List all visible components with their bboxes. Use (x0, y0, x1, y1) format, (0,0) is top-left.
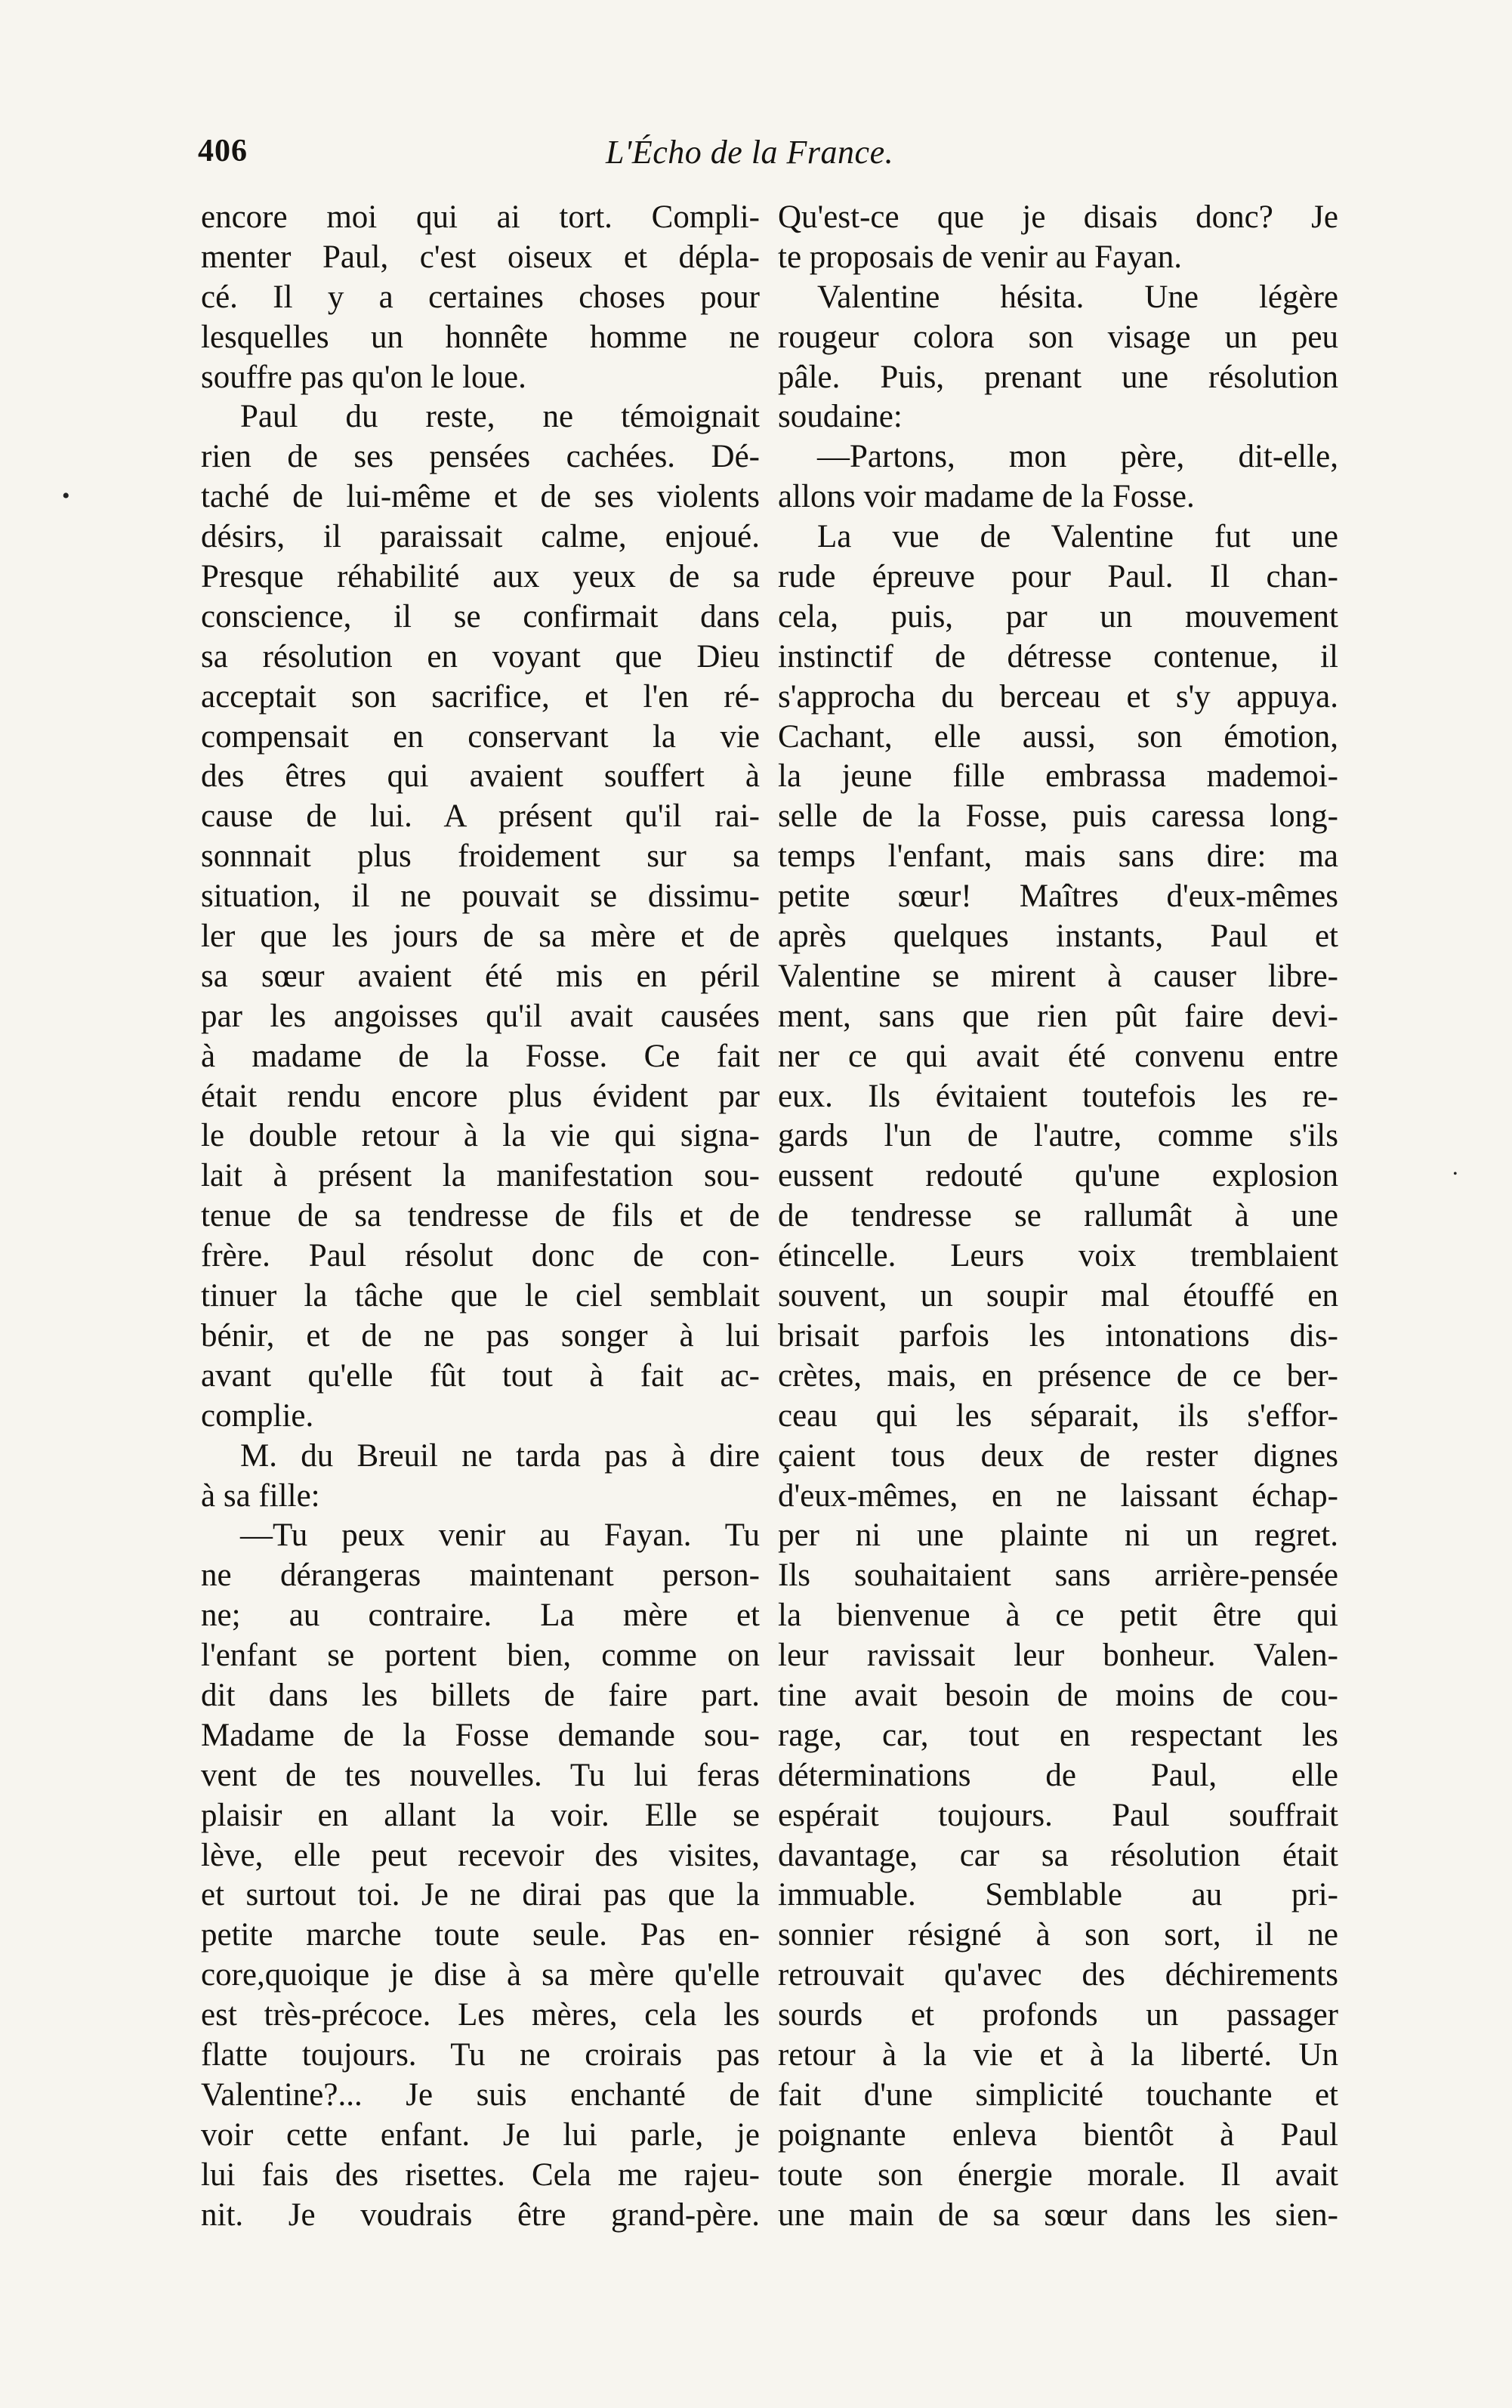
text-line: étincelle. Leurs voix tremblaient (778, 1238, 1338, 1274)
text-line: immuable. Semblable au pri- (778, 1877, 1338, 1913)
text-line: la jeune fille embrassa mademoi- (778, 758, 1338, 795)
text-line: l'enfant se portent bien, comme on (201, 1638, 760, 1674)
text-line: lesquelles un honnête homme ne (201, 319, 760, 355)
text-line: Cachant, elle aussi, son émotion, (778, 718, 1338, 755)
text-line: leur ravissait leur bonheur. Valen- (778, 1638, 1338, 1674)
right-column (778, 198, 1338, 2235)
text-line: rien de ses pensées cachées. Dé- (201, 439, 760, 475)
text-line: souffre pas qu'on le loue. (201, 359, 526, 395)
text-line: s'approcha du berceau et s'y appuya. (778, 678, 1338, 715)
text-line: sa sœur avaient été mis en péril (201, 958, 760, 994)
left-column (201, 198, 760, 2235)
text-line: M. du Breuil ne tarda pas à dire (240, 1437, 760, 1474)
text-line: flatte toujours. Tu ne croirais pas (201, 2036, 760, 2073)
text-line: désirs, il paraissait calme, enjoué. (201, 519, 760, 555)
text-line: lève, elle peut recevoir des visites, (201, 1837, 760, 1873)
text-line: retrouvait qu'avec des déchirements (778, 1957, 1338, 1993)
text-line: et surtout toi. Je ne dirai pas que la (201, 1877, 760, 1913)
text-line: déterminations de Paul, elle (778, 1757, 1338, 1793)
text-line: ceau qui les séparait, ils s'effor- (778, 1397, 1338, 1434)
text-line: sourds et profonds un passager (778, 1997, 1338, 2033)
text-line: Paul du reste, ne témoignait (240, 399, 760, 435)
page-header (198, 133, 1316, 178)
text-line: cé. Il y a certaines choses pour (201, 279, 760, 315)
text-line: per ni une plainte ni un regret. (778, 1517, 1338, 1554)
text-line: petite sœur! Maîtres d'eux-mêmes (778, 878, 1338, 915)
text-line: sa résolution en voyant que Dieu (201, 638, 760, 675)
text-line: brisait parfois les intonations dis- (778, 1317, 1338, 1354)
text-line: te proposais de venir au Fayan. (778, 239, 1182, 275)
text-line: ment, sans que rien pût faire devi- (778, 998, 1338, 1034)
text-line: bénir, et de ne pas songer à lui (201, 1317, 760, 1354)
text-line: rage, car, tout en respectant les (778, 1717, 1338, 1753)
text-line: eussent redouté qu'une explosion (778, 1158, 1338, 1194)
text-line: Valentine se mirent à causer libre- (778, 958, 1338, 994)
text-line: davantage, car sa résolution était (778, 1837, 1338, 1873)
text-line: à sa fille: (201, 1477, 320, 1514)
text-line: encore moi qui ai tort. Compli- (201, 199, 760, 235)
text-line: fait d'une simplicité touchante et (778, 2076, 1338, 2113)
text-line: La vue de Valentine fut une (817, 519, 1338, 555)
text-line: lait à présent la manifestation sou- (201, 1158, 760, 1194)
text-line: core,quoique je dise à sa mère qu'elle (201, 1957, 760, 1993)
text-line: temps l'enfant, mais sans dire: ma (778, 838, 1338, 875)
text-line: de tendresse se rallumât à une (778, 1198, 1338, 1234)
text-line: eux. Ils évitaient toutefois les re- (778, 1078, 1338, 1114)
running-title: L'Écho de la France. (606, 134, 894, 171)
text-line: poignante enleva bientôt à Paul (778, 2116, 1338, 2153)
text-line: pâle. Puis, prenant une résolution (778, 359, 1338, 395)
text-line: est très-précoce. Les mères, cela les (201, 1997, 760, 2033)
text-line: retour à la vie et à la liberté. Un (778, 2036, 1338, 2073)
text-line: conscience, il se confirmait dans (201, 598, 760, 634)
text-line: ler que les jours de sa mère et de (201, 918, 760, 955)
text-line: frère. Paul résolut donc de con- (201, 1238, 760, 1274)
text-line: ne dérangeras maintenant person- (201, 1557, 760, 1594)
text-line: instinctif de détresse contenue, il (778, 638, 1338, 675)
text-line: Ils souhaitaient sans arrière-pensée (778, 1557, 1338, 1594)
text-line: tenue de sa tendresse de fils et de (201, 1198, 760, 1234)
text-line: Valentine?... Je suis enchanté de (201, 2076, 760, 2113)
text-line: espérait toujours. Paul souffrait (778, 1797, 1338, 1833)
text-line: acceptait son sacrifice, et l'en ré- (201, 678, 760, 715)
text-line: à madame de la Fosse. Ce fait (201, 1038, 760, 1074)
text-line: crètes, mais, en présence de ce ber- (778, 1357, 1338, 1394)
text-line: le double retour à la vie qui signa- (201, 1118, 760, 1154)
text-line: complie. (201, 1397, 314, 1434)
text-line: la bienvenue à ce petit être qui (778, 1598, 1338, 1634)
page-number: 406 (198, 134, 248, 168)
text-line: toute son énergie morale. Il avait (778, 2156, 1338, 2193)
text-line: Presque réhabilité aux yeux de sa (201, 559, 760, 595)
text-line: Qu'est-ce que je disais donc? Je (778, 199, 1338, 235)
text-line: était rendu encore plus évident par (201, 1078, 760, 1114)
text-line: rude épreuve pour Paul. Il chan- (778, 559, 1338, 595)
text-line: cause de lui. A présent qu'il rai- (201, 798, 760, 835)
margin-mark: • (62, 483, 70, 508)
text-line: menter Paul, c'est oiseux et dépla- (201, 239, 760, 275)
text-line: souvent, un soupir mal étouffé en (778, 1278, 1338, 1314)
text-line: sonnnait plus froidement sur sa (201, 838, 760, 875)
text-line: lui fais des risettes. Cela me rajeu- (201, 2156, 760, 2193)
text-line: situation, il ne pouvait se dissimu- (201, 878, 760, 915)
text-line: —Tu peux venir au Fayan. Tu (240, 1517, 760, 1554)
text-line: par les angoisses qu'il avait causées (201, 998, 760, 1034)
text-line: une main de sa sœur dans les sien- (778, 2197, 1338, 2233)
text-line: voir cette enfant. Je lui parle, je (201, 2116, 760, 2153)
text-line: petite marche toute seule. Pas en- (201, 1917, 760, 1953)
text-line: allons voir madame de la Fosse. (778, 479, 1195, 515)
text-line: selle de la Fosse, puis caressa long- (778, 798, 1338, 835)
text-line: çaient tous deux de rester dignes (778, 1437, 1338, 1474)
margin-mark: • (1453, 1168, 1458, 1181)
text-line: —Partons, mon père, dit-elle, (817, 439, 1338, 475)
text-line: plaisir en allant la voir. Elle se (201, 1797, 760, 1833)
text-line: taché de lui-même et de ses violents (201, 479, 760, 515)
text-line: Madame de la Fosse demande sou- (201, 1717, 760, 1753)
text-line: nit. Je voudrais être grand-père. (201, 2197, 760, 2233)
text-line: dit dans les billets de faire part. (201, 1677, 760, 1713)
text-line: tinuer la tâche que le ciel semblait (201, 1278, 760, 1314)
text-line: cela, puis, par un mouvement (778, 598, 1338, 634)
text-line: d'eux-mêmes, en ne laissant échap- (778, 1477, 1338, 1514)
text-line: après quelques instants, Paul et (778, 918, 1338, 955)
text-line: soudaine: (778, 399, 903, 435)
text-line: avant qu'elle fût tout à fait ac- (201, 1357, 760, 1394)
text-line: compensait en conservant la vie (201, 718, 760, 755)
text-line: ner ce qui avait été convenu entre (778, 1038, 1338, 1074)
text-line: ne; au contraire. La mère et (201, 1598, 760, 1634)
text-line: Valentine hésita. Une légère (817, 279, 1338, 315)
text-line: rougeur colora son visage un peu (778, 319, 1338, 355)
text-line: sonnier résigné à son sort, il ne (778, 1917, 1338, 1953)
text-line: des êtres qui avaient souffert à (201, 758, 760, 795)
text-line: tine avait besoin de moins de cou- (778, 1677, 1338, 1713)
text-line: vent de tes nouvelles. Tu lui feras (201, 1757, 760, 1793)
text-line: gards l'un de l'autre, comme s'ils (778, 1118, 1338, 1154)
